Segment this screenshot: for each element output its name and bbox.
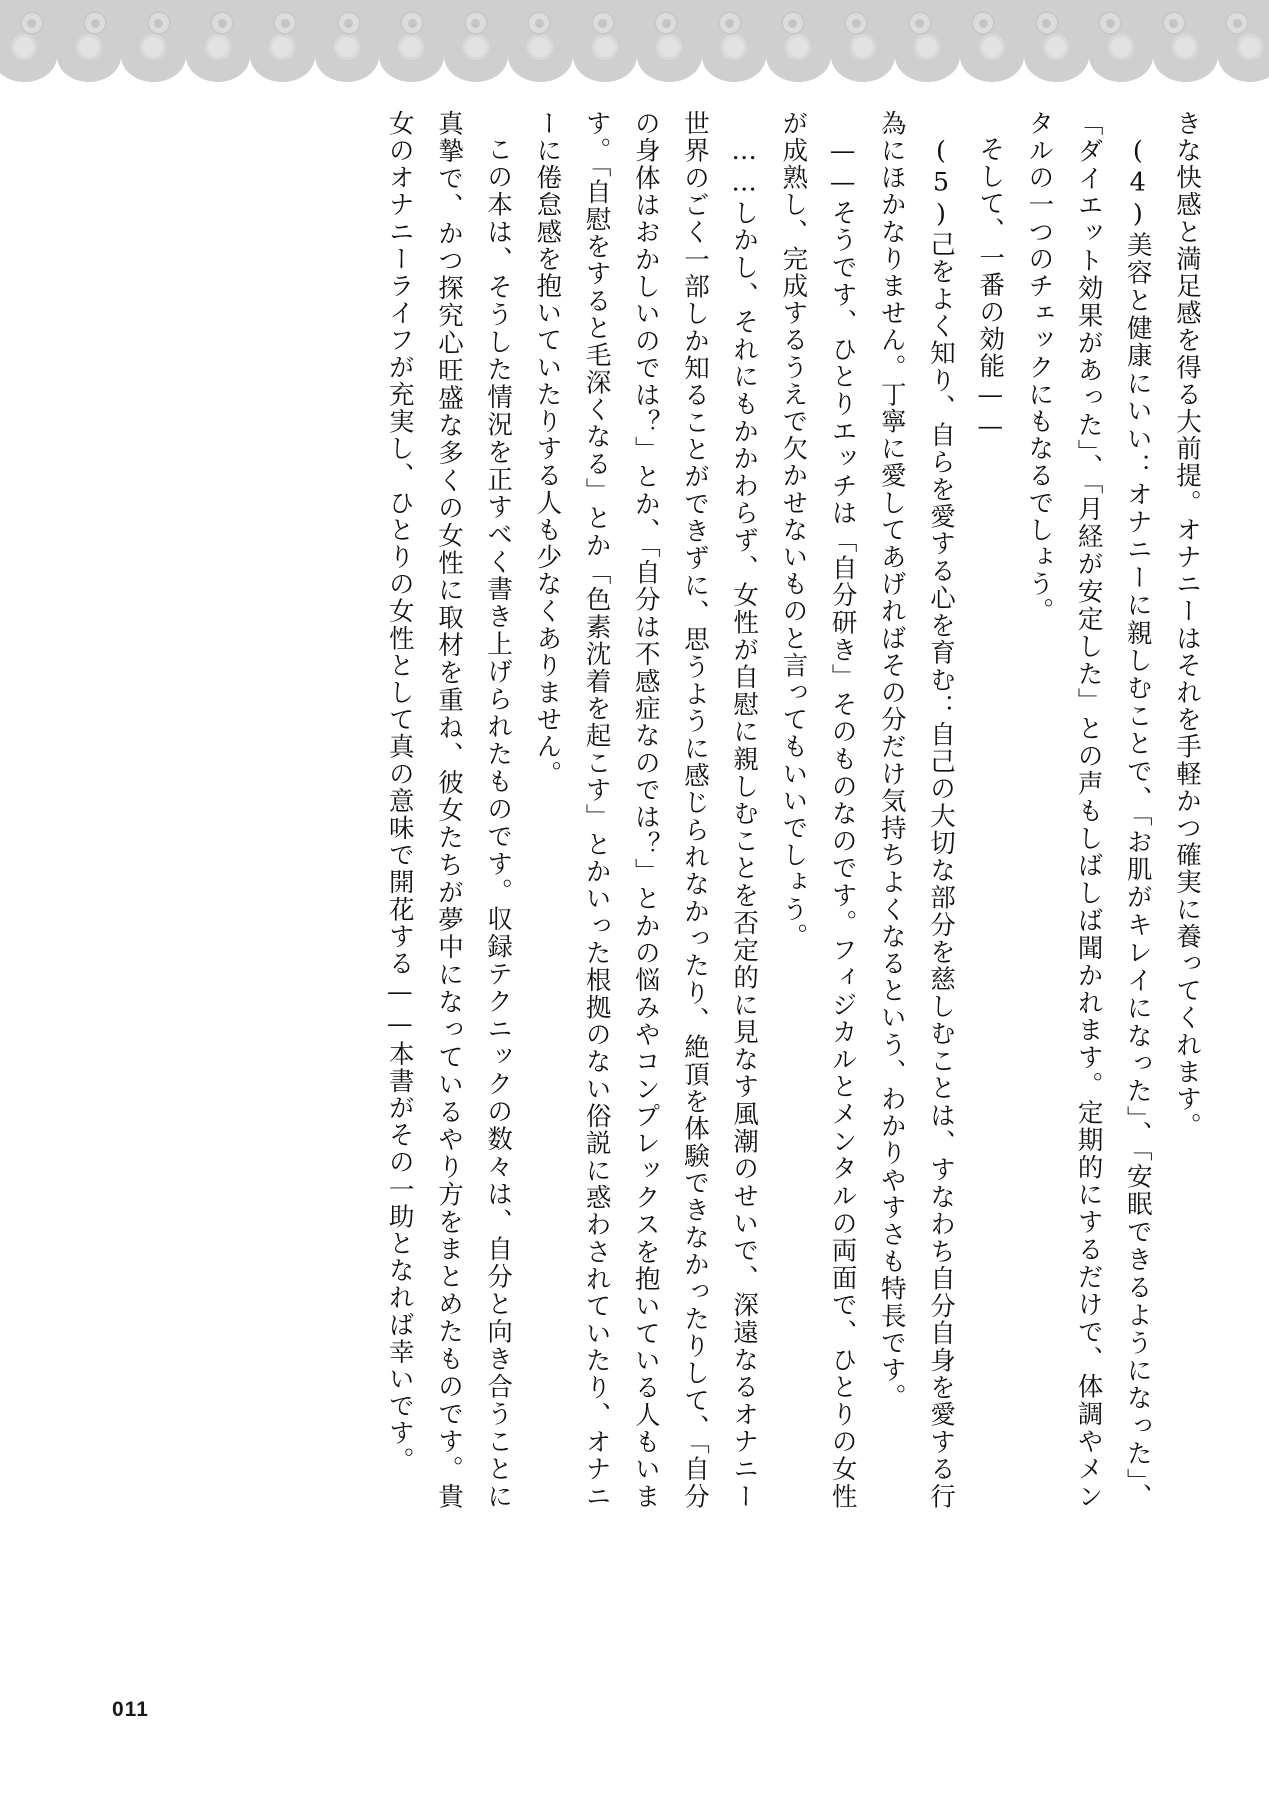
rose-motif-icon [908, 11, 932, 35]
rose-motif-icon [654, 11, 678, 35]
page-body [90, 110, 1211, 1650]
rose-motif-icon [1162, 11, 1186, 35]
rose-motif-icon [591, 11, 615, 35]
body-paragraph: ……しかし、それにもかかわらず、女性が自慰に親しむことを否定的に見なす風潮のせいで、深遠なるオナニー世界のごく一部しか知ることができずに、思うように感じられなかったり、絶頂を体験できなかったりして、「自分の身体はおかしいのでは？」とか、「自分は不感症なのでは？」とかの悩みやコンプレックスを抱いている人もいます。「自慰をすると毛深くなる」とか「色素沈着を起こす」とかいった根拠のない俗説に惑わされていたり、オナニーに倦怠感を抱いていたりする人も少なくありません。 [532, 110, 760, 1510]
lace-border-decoration [0, 0, 1269, 96]
rose-motif-icon [781, 11, 805, 35]
body-paragraph: そして、一番の効能—— [975, 136, 1006, 444]
rose-motif-icon [83, 11, 107, 35]
rose-motif-icon [464, 11, 488, 35]
body-paragraph: (4)美容と健康にいい：オナニーに親しむことで、「お肌がキレイになった」、「安眠できるようになった」、「ダイエット効果があった」、「月経が安定した」との声もしばしば聞かれます。定期的にするだけで、体調やメンタルの一つのチェックにもなるでしょう。 [1024, 110, 1153, 1510]
rose-motif-icon [718, 11, 742, 35]
rose-motif-icon [210, 11, 234, 35]
body-paragraph: ——そうです、ひとりエッチは「自分研き」そのものなのです。フィジカルとメンタルの両面で、ひとりの女性が成熟し、完成するうえで欠かせないものと言ってもいいでしょう。 [778, 110, 858, 1510]
body-paragraph: この本は、そうした情況を正すべく書き上げられたものです。収録テクニックの数々は、自分と向き合うことに真摯で、かつ探究心旺盛な多くの女性に取材を重ね、彼女たちが夢中になっているやり方をまとめたものです。貴女のオナニーライフが充実し、ひとりの女性として真の意味で開花する——本書がその一助となれば幸いです。 [384, 110, 514, 1510]
rose-motif-icon [273, 11, 297, 35]
page-number: 011 [112, 1698, 149, 1721]
rose-motif-icon [527, 11, 551, 35]
rose-motif-icon [1098, 11, 1122, 35]
body-paragraph: きな快感と満足感を得る大前提。オナニーはそれを手軽かつ確実に養ってくれます。 [1172, 110, 1202, 1140]
rose-motif-icon [20, 11, 44, 35]
rose-motif-icon [337, 11, 361, 35]
body-paragraph: (5)己をよく知り、自らを愛する心を育む：自己の大切な部分を慈しむことは、すなわち自分自身を愛する行為にほかなりません。丁寧に愛してあげればその分だけ気持ちよくなるという、わかりやすさも特長です。 [876, 110, 956, 1510]
rose-motif-icon [844, 11, 868, 35]
rose-motif-icon [400, 11, 424, 35]
rose-motif-icon [147, 11, 171, 35]
rose-motif-icon [1225, 11, 1249, 35]
lace-rosette-row [0, 6, 1269, 40]
rose-motif-icon [1035, 11, 1059, 35]
vertical-text-block [90, 110, 1211, 1510]
rose-motif-icon [971, 11, 995, 35]
